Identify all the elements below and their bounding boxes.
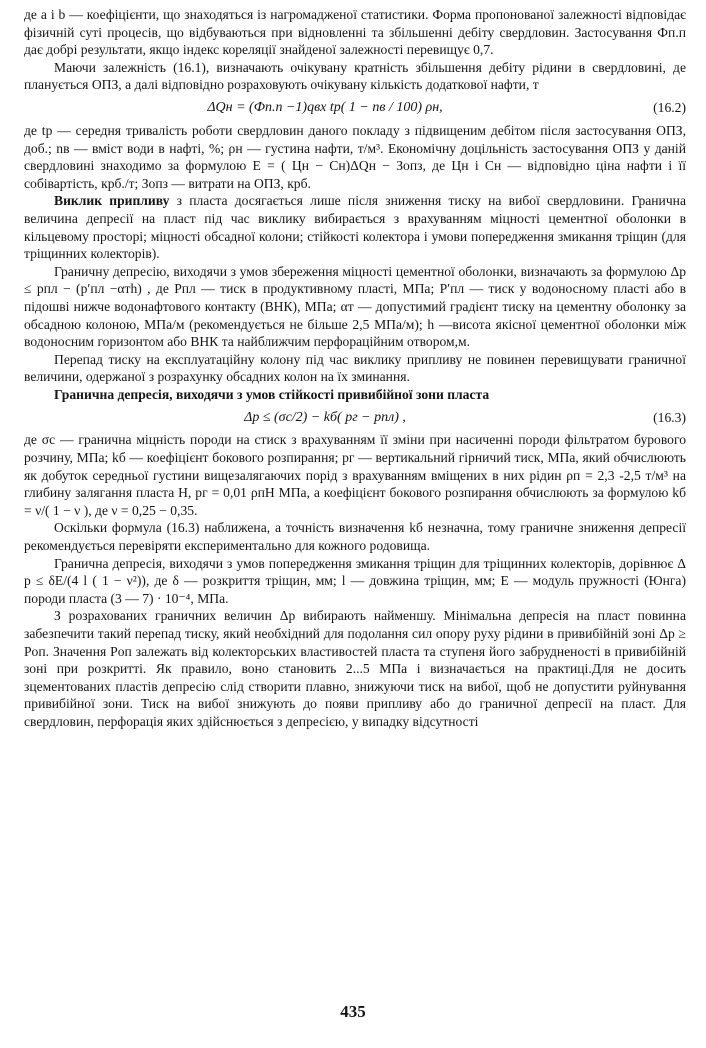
paragraph-fracture-closure: Гранична депресія, виходячи з умов попередження змикання тріщин для тріщинних колекторів, дорівнює Δ p ≤ δE/(4 l ( 1 − ν²)), де δ — розкриття тріщин, мм; l — довжина тріщин, мм; E — модуль пружності (Юнга) породи пласта (3 — 7) · 10⁻⁴, МПа.: [24, 555, 686, 606]
formula-number: (16.2): [653, 100, 686, 116]
formula-16-3: [24, 406, 686, 428]
paragraph-dependency: Маючи залежність (16.1), визначають очікувану кратність збільшення дебіту рідини в свердловині, де планується ОПЗ, а далі відповідно розраховують очікувану кількість додаткової нафти, т: [24, 59, 686, 93]
formula-expression: ΔQн = (Фп.п −1)qвх tр( 1 − nв / 100) ρн,: [207, 100, 443, 116]
paragraph-approximation: Оскільки формула (16.3) наближена, а точність визначення kб незначна, тому граничне зниження депресії рекомендується перевіряти експериментально для кожного родовища.: [24, 520, 686, 554]
formula-number: (16.3): [653, 409, 686, 425]
paragraph-economics: де tр — середня тривалість роботи свердловин даного покладу з підвищеним дебітом після застосування ОПЗ, доб.; nв — вміст води в нафті, %; ρн — густина нафти, т/м³. Економічну доцільність застосування ОПЗ у даній свердловині знаходимо за формулою Е = ( Цн − Сн)ΔQн − Зопз, де Цн і Сн — відповідно ціна нафти і її собівартість, крб./т; Зопз — витрати на ОПЗ, крб.: [24, 122, 686, 191]
run-in-heading-stability: Гранична депресія, виходячи з умов стійкості привибійної зони пласта: [54, 386, 490, 402]
paragraph-text: з пласта досягається лише після зниження тиску на вибої свердловини. Гранична величина депресії на пласт під час виклику вибирається з врахуванням міцності цементної оболонки в кільцевому просторі; міцності обсадної колони; стійкості колектора і умови попередження змикання тріщин (для тріщинних колекторів).: [24, 193, 686, 262]
paragraph-pressure-drop: Перепад тиску на експлуатаційну колону під час виклику припливу не повинен перевищувати граничної величини, одержаної з розрахунку обсадних колон на їх зминання.: [24, 351, 686, 385]
formula-16-2: [24, 97, 686, 119]
paragraph-coefficients: де a і b — коефіцієнти, що знаходяться із нагромадженої статистики. Форма пропонованої залежності відповідає фізичній суті процесів, що відбуваються при відновленні та збільшенні дебіту свердловин. Застосування Фп.п дає добрі результати, якщо індекс кореляції знайденої залежності перевищує 0,7.: [24, 7, 686, 58]
page-number: 435: [340, 1002, 366, 1021]
paragraph-rock-strength: де σс — гранична міцність породи на стиск з врахуванням її зміни при насиченні породи фільтратом бурового розчину, МПа; kб — коефіцієнт бокового розпирання; pг — вертикальний гірничий тиск, МПа, який обчислюють як добуток середньої густини вищезалягаючих порід з врахуванням вміщених в них рідин ρп = 2,3 -2,5 т/м³ на глибину залягання пласта Н, pг = 0,01 ρпH МПа, а коефіцієнт бокового розпирання обчислюють за формулою kб = ν/( 1 − ν ), де ν = 0,25 − 0,35.: [24, 432, 686, 518]
formula-expression: Δp ≤ (σс/2) − kб( pг − pпл) ,: [244, 409, 406, 425]
paragraph-inflow-call: [24, 192, 686, 262]
paragraph-minimum-drawdown: З розрахованих граничних величин Δp вибирають найменшу. Мінімальна депресія на пласт повинна забезпечити такий перепад тиску, який необхідний для подолання сил опору руху рідини в привибійній зоні Δp ≥ Pоп. Значення Pоп залежать від колекторських властивостей пласта та ступеня його забрудненості в привибійній зоні при розкритті. Як правило, воно становить 2...5 МПа і визначається на практиці.Для не досить зцементованих пластів депресію слід створити плавно, знижуючи тиск на вибої, щоб не допустити руйнування привибійної зони. Тиск на вибої знижують до появи припливу або до граничної депресії на пласт. Для свердловин, перфорація яких здійснюється з депресією, у випадку відсутності: [24, 608, 686, 729]
paragraph-cement-sheath: Граничну депресію, виходячи з умов збереження міцності цементної оболонки, визначають за формулою Δp ≤ pпл − (p′пл −αтh) , де Pпл — тиск в продуктивному пласті, МПа; P′пл — тиск у водоносному пласті або в підошві нижче водонафтового контакту (ВНК), МПа; αт — допустимий градієнт тиску на цементну оболонку за обсадною колоною, МПа/м (рекомендується не більше 2,5 МПа/м); h —висота якісної цементної оболонки між водоносним горизонтом або ВНК та найближчим перфораційним отвором,м.: [24, 263, 686, 350]
run-in-heading: Виклик припливу: [54, 193, 170, 209]
